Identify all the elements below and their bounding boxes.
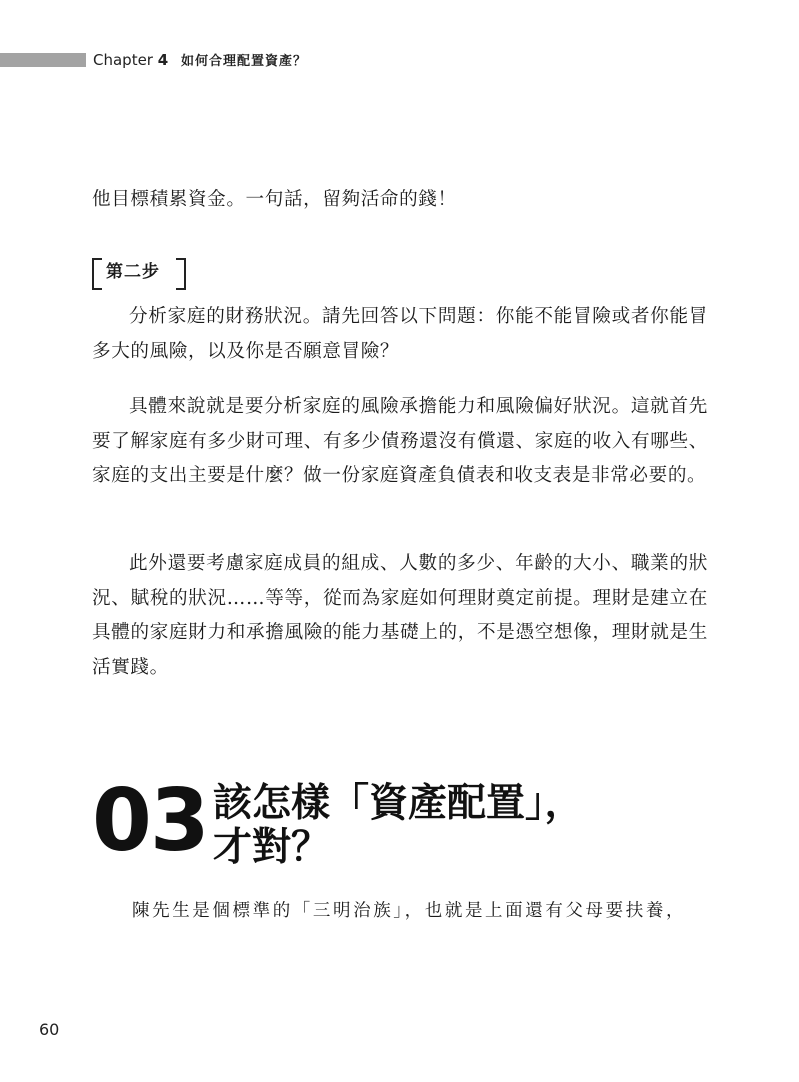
right-bracket-icon xyxy=(176,258,186,290)
section-title xyxy=(213,782,584,870)
chapter-header-bar xyxy=(0,53,86,67)
chapter-header xyxy=(93,49,307,73)
step-label: 第二步 xyxy=(106,262,160,282)
left-bracket-icon xyxy=(92,258,102,290)
paragraph-1: 分析家庭的財務狀況。請先回答以下問題：你能不能冒險或者你能冒多大的風險，以及你是否願意冒險？ xyxy=(92,306,708,362)
section-number: 03 xyxy=(92,771,208,871)
section-title-line-1: 該怎樣「資產配置」， xyxy=(213,781,584,826)
chapter-label: Chapter xyxy=(93,51,153,69)
chapter-number: 4 xyxy=(157,51,169,69)
chapter-title: 如何合理配置資產？ xyxy=(180,54,307,69)
section-title-line-2: 才對？ xyxy=(213,825,331,870)
closing-line: 陳先生是個標準的「三明治族」，也就是上面還有父母要扶養， xyxy=(132,901,687,921)
paragraph-2: 具體來說就是要分析家庭的風險承擔能力和風險偏好狀況。這就首先要了解家庭有多少財可理、有多少債務還沒有償還、家庭的收入有哪些、家庭的支出主要是什麼？做一份家庭資產負債表和收支表是非常必要的。 xyxy=(92,396,708,486)
intro-line: 他目標積累資金。一句話，留夠活命的錢！ xyxy=(92,189,457,210)
paragraph-3: 此外還要考慮家庭成員的組成、人數的多少、年齡的大小、職業的狀況、賦稅的狀況……等等，從而為家庭如何理財奠定前提。理財是建立在具體的家庭財力和承擔風險的能力基礎上的，不是憑空想像，理財就是生活實踐。 xyxy=(92,553,708,678)
page-number: 60 xyxy=(39,1020,60,1039)
